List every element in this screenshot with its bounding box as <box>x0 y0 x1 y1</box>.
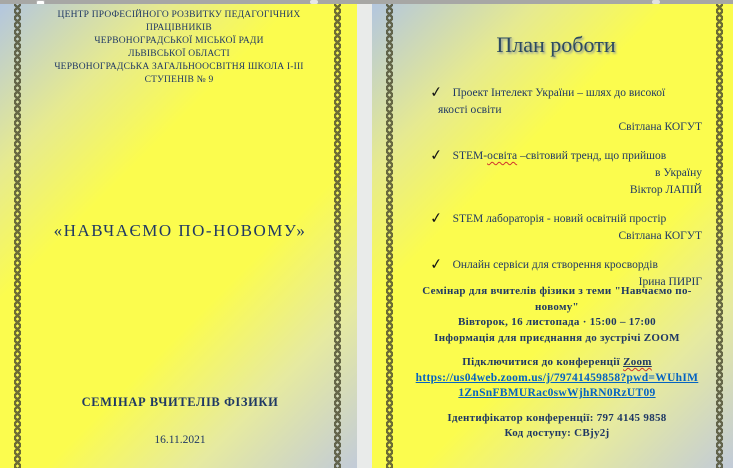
agenda-item-text: STEM лабораторія - новий освітній простір <box>452 213 667 225</box>
seminar-topic-line: новому" <box>535 300 579 313</box>
header-line: ЛЬВІВСЬКОЇ ОБЛАСТІ <box>128 49 230 59</box>
header-line: ЧЕРВОНОГРАДСЬКОЇ МІСЬКОЇ РАДИ <box>94 36 264 46</box>
join-line: Підключитися до конференції Zoom <box>462 356 652 368</box>
agenda-item-text: в Україну <box>655 167 702 179</box>
seminar-details <box>392 284 722 442</box>
checkmark-icon: ✓ <box>429 145 444 165</box>
zoom-meeting-link[interactable]: 1ZnSnFBMURac0swWjhRN0RzUT09 <box>458 387 656 399</box>
checkmark-icon: ✓ <box>429 254 444 274</box>
agenda-item-text: якості освіти <box>438 104 502 116</box>
header-line: СТУПЕНІВ № 9 <box>144 75 214 85</box>
passcode: Код доступу: CBjy2j <box>504 427 610 439</box>
zoom-word <box>623 356 652 368</box>
speaker-name: Ірина ПИРІГ <box>638 276 702 288</box>
agenda-item-text: Проект Інтелект України – шлях до високої <box>452 87 666 99</box>
event-date: 16.11.2021 <box>154 434 206 446</box>
checkmark-icon: ✓ <box>429 208 444 228</box>
agenda-item <box>430 210 702 245</box>
header-line: ЦЕНТР ПРОФЕСІЙНОГО РОЗВИТКУ ПЕДАГОГІЧНИХ <box>57 10 301 20</box>
header-line: ЧЕРВОНОГРАДСЬКА ЗАГАЛЬНООСВІТНЯ ШКОЛА І-ІІІ <box>54 62 304 72</box>
speaker-name: Віктор ЛАПІЙ <box>629 184 702 196</box>
speaker-name: Світлана КОГУТ <box>618 230 702 242</box>
zoom-info-line: Інформація для приєднання до зустрічі ZOOM <box>434 331 680 344</box>
agenda-item-text: STEM-освіта –світовий тренд, що прийшов <box>452 150 667 162</box>
page-gap <box>357 4 372 468</box>
spacer <box>392 402 722 411</box>
meeting-id: Ідентифікатор конференції: 797 4145 9858 <box>447 411 667 424</box>
seminar-topic-line: Семінар для вчителів фізики з теми "Навчаємо по- <box>422 285 692 297</box>
agenda-item-text: Онлайн сервіси для створення кросвордів <box>452 259 658 271</box>
organization-header <box>28 9 330 87</box>
agenda-list <box>430 84 702 302</box>
agenda-item <box>430 147 702 199</box>
header-line: ПРАЦІВНИКІВ <box>146 23 212 33</box>
cover-title: «НАВЧАЄМО ПО-НОВОМУ» <box>53 221 307 240</box>
spacer <box>392 346 722 355</box>
event-name: СЕМІНАР ВЧИТЕЛІВ ФІЗИКИ <box>81 395 279 409</box>
spellcheck-underline: освіта <box>487 150 518 162</box>
zoom-meeting-link[interactable]: https://us04web.zoom.us/j/79741459858?pwd=WUhIM <box>415 371 699 384</box>
seminar-schedule: Вівторок, 16 листопада · 15:00 – 17:00 <box>458 316 656 328</box>
plan-title: План роботи <box>496 32 616 57</box>
agenda-item <box>430 84 702 136</box>
checkmark-icon: ✓ <box>429 82 444 102</box>
spellcheck-underline: Zoom <box>623 356 652 368</box>
speaker-name: Світлана КОГУТ <box>618 121 702 133</box>
